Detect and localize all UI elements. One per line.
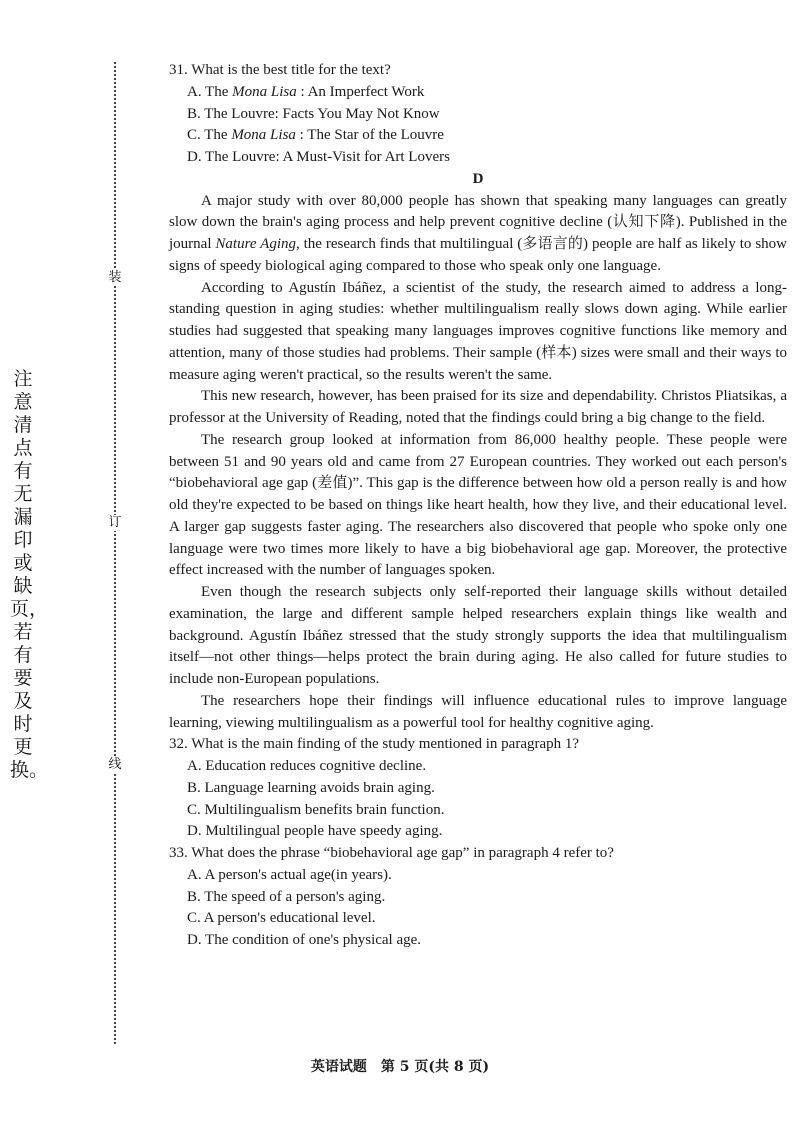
paragraph-text: , the research finds that multilingual (多语言的) people are half as likely to show signs of speedy biological aging compared to those who speak only one language. [169, 236, 787, 274]
option-text: B. The Louvre: Facts You May Not Know [187, 105, 440, 122]
page-footer: 英语试题 第 5 页(共 8 页) [310, 1059, 490, 1075]
journal-name: Nature Aging [215, 236, 296, 252]
section-heading-d: D [472, 170, 484, 187]
question-33-stem: 33. What does the phrase “biobehavioral age gap” in paragraph 4 refer to? [169, 845, 614, 861]
question-33-option-d: D. The condition of one's physical age. [187, 932, 422, 948]
question-32-option-a: A. Education reduces cognitive decline. [187, 758, 427, 774]
passage-paragraph-1 [169, 191, 787, 278]
question-31-option-c [169, 125, 787, 147]
question-31 [169, 60, 787, 169]
option-text: : An Imperfect Work [296, 83, 425, 100]
passage-paragraph-5: Even though the research subjects only self-reported their language skills without detailed examination, the large and different sample helped researchers explain things like wealth and background. Agustín Ibáñez stressed that the study strongly supports the idea that multilingualism itself—not other things—helps protect the brain during aging. He also called for future studies to include non-European populations. [169, 584, 787, 687]
question-33-option-b: B. The speed of a person's aging. [187, 888, 386, 905]
question-32 [169, 734, 787, 843]
binding-mark-zhuang: 装 [108, 270, 122, 285]
option-text: C. The [187, 127, 232, 144]
option-italic: Mona Lisa [231, 127, 296, 144]
question-32-option-d: D. Multilingual people have speedy aging. [187, 823, 443, 840]
reading-passage [169, 191, 787, 735]
question-32-option-b: B. Language learning avoids brain aging. [187, 779, 435, 796]
binding-mark-xian: 线 [108, 757, 122, 772]
question-33-option-a: A. A person's actual age(in years). [187, 866, 392, 883]
question-31-option-b [169, 104, 787, 126]
binding-mark-ding: 订 [108, 515, 122, 530]
passage-paragraph-3: This new research, however, has been praised for its size and dependability. Christos Pliatsikas, a professor at the University of Reading, noted that the findings could bring a big change to the field. [169, 388, 787, 426]
exam-content [169, 60, 787, 952]
binding-dashed-line [114, 62, 116, 1044]
option-italic: Mona Lisa [232, 83, 297, 100]
option-text: : The Star of the Louvre [295, 127, 444, 144]
paragraph-text: A major study with over 80,000 people has shown that speaking many languages can greatly slow down the brain's aging process and help prevent cognitive decline (认知下降). Published in the journal [169, 192, 787, 252]
margin-notice: 注意清点有无漏印或缺页，若有要及时更换。 [10, 368, 49, 781]
option-text: D. The Louvre: A Must-Visit for Art Lovers [187, 149, 450, 165]
question-32-option-c: C. Multilingualism benefits brain function. [187, 801, 445, 818]
question-32-stem: 32. What is the main finding of the study mentioned in paragraph 1? [169, 736, 580, 753]
question-31-option-d [169, 147, 787, 169]
passage-paragraph-2: According to Agustín Ibáñez, a scientist of the study, the research aimed to address a long-standing question in aging studies: whether multilingualism really slows down aging. While earlier studies had suggested that speaking many languages improves cognitive functions like memory and attention, many of those studies had problems. Their sample (样本) sizes were small and their ways to measure aging weren't practical, so the results weren't the same. [169, 279, 787, 383]
option-text: A. The [187, 83, 233, 100]
question-33 [169, 843, 787, 952]
question-31-option-a [169, 82, 787, 104]
question-31-stem: 31. What is the best title for the text? [169, 62, 391, 78]
passage-paragraph-4: The research group looked at information from 86,000 healthy people. These people were between 51 and 90 years old and came from 27 European countries. They worked out each person's “biobehavioral age gap (差值)”. This gap is the difference between how old a person really is and how old they're expected to be based on things like heart health, how they live, and their educational level. A larger gap suggests faster aging. The researchers also discovered that people who spoke only one language were two times more likely to have a big biobehavioral age gap. Moreover, the protective effect increased with the number of languages spoken. [169, 431, 787, 579]
question-33-option-c: C. A person's educational level. [187, 910, 376, 927]
passage-paragraph-6: The researchers hope their findings will influence educational rules to improve language learning, viewing multilingualism as a powerful tool for healthy cognitive aging. [169, 692, 787, 731]
